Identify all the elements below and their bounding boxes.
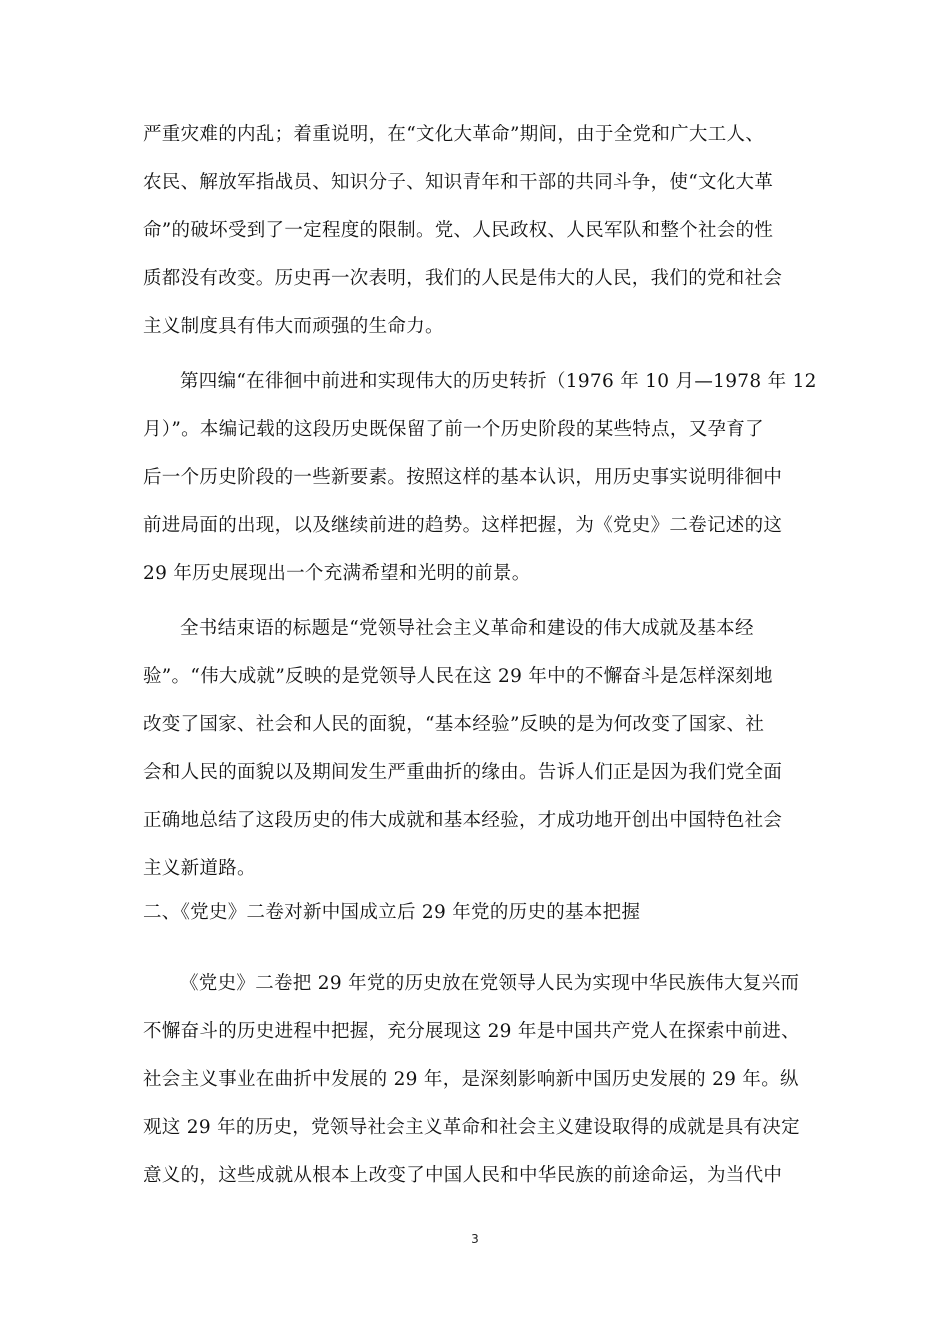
page-number: 3 (471, 1232, 479, 1246)
paragraph-line: 《党史》二卷把 29 年党的历史放在党领导人民为实现中华民族伟大复兴而 (180, 973, 800, 994)
paragraph-line: 社会主义事业在曲折中发展的 29 年，是深刻影响新中国历史发展的 29 年。纵 (143, 1069, 799, 1090)
paragraph-line: 前进局面的出现，以及继续前进的趋势。这样把握，为《党史》二卷记述的这 (143, 515, 783, 536)
paragraph-line: 农民、解放军指战员、知识分子、知识青年和干部的共同斗争，使“文化大革 (143, 172, 774, 193)
paragraph-line: 验”。“伟大成就”反映的是党领导人民在这 29 年中的不懈奋斗是怎样深刻地 (143, 666, 773, 687)
paragraph-line: 月）”。本编记载的这段历史既保留了前一个历史阶段的某些特点，又孕育了 (143, 419, 764, 440)
section-heading (143, 889, 813, 937)
paragraph-line: 质都没有改变。历史再一次表明，我们的人民是伟大的人民，我们的党和社会 (143, 268, 783, 289)
paragraph-line: 正确地总结了这段历史的伟大成就和基本经验，才成功地开创出中国特色社会 (143, 810, 783, 831)
paragraph-basic-grasp (143, 960, 813, 1200)
paragraph-line: 会和人民的面貌以及期间发生严重曲折的缘由。告诉人们正是因为我们党全面 (143, 762, 783, 783)
paragraph-line: 意义的，这些成就从根本上改变了中国人民和中华民族的前途命运，为当代中 (143, 1165, 783, 1186)
paragraph-line: 全书结束语的标题是“党领导社会主义革命和建设的伟大成就及基本经 (180, 618, 754, 639)
paragraph-line: 观这 29 年的历史，党领导社会主义革命和社会主义建设取得的成就是具有决定 (143, 1117, 800, 1138)
paragraph-part-four (143, 358, 817, 598)
paragraph-line: 主义制度具有伟大而顽强的生命力。 (143, 316, 444, 337)
paragraph-line: 主义新道路。 (143, 858, 256, 879)
paragraph-conclusion (143, 605, 813, 893)
paragraph-line: 命”的破坏受到了一定程度的限制。党、人民政权、人民军队和整个社会的性 (143, 220, 774, 241)
paragraph-line: 第四编“在徘徊中前进和实现伟大的历史转折（1976 年 10 月—1978 年 12 (180, 371, 817, 392)
paragraph-line: 29 年历史展现出一个充满希望和光明的前景。 (143, 563, 531, 584)
paragraph-line: 后一个历史阶段的一些新要素。按照这样的基本认识，用历史事实说明徘徊中 (143, 467, 783, 488)
paragraph-line: 改变了国家、社会和人民的面貌，“基本经验”反映的是为何改变了国家、社 (143, 714, 765, 735)
paragraph-continuation (143, 111, 813, 351)
paragraph-line: 严重灾难的内乱；着重说明，在“文化大革命”期间，由于全党和广大工人、 (143, 124, 765, 145)
section-heading-text: 二、《党史》二卷对新中国成立后 29 年党的历史的基本把握 (143, 902, 641, 923)
paragraph-line: 不懈奋斗的历史进程中把握，充分展现这 29 年是中国共产党人在探索中前进、 (143, 1021, 800, 1042)
